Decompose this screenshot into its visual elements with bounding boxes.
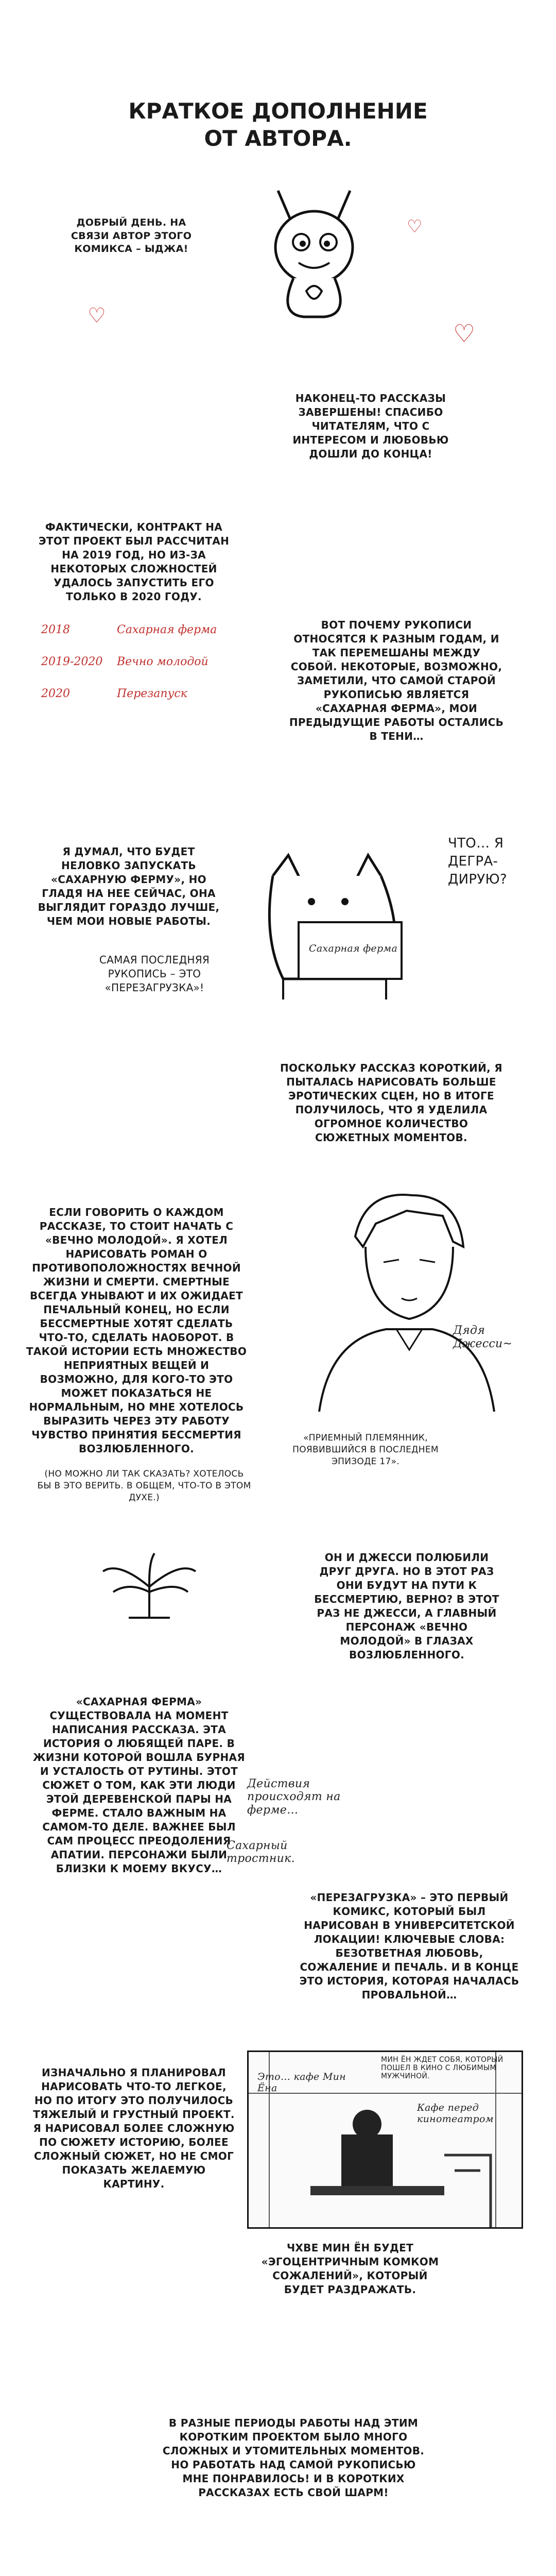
sugar-caption-text: САМАЯ ПОСЛЕДНЯЯ РУКОПИСЬ – ЭТО «ПЕРЕЗАГРУЗКА»! <box>99 954 210 994</box>
grandson-caption: «ПРИЕМНЫЙ ПЛЕМЯННИК, ПОЯВИВШИЙСЯ В ПОСЛЕДНЕМ ЭПИЗОДЕ 17». <box>292 1433 439 1467</box>
character-portrait-illustration <box>278 1175 535 1412</box>
short-story-text: ПОСКОЛЬКУ РАССКАЗ КОРОТКИЙ, Я ПЫТАЛАСЬ НАРИСОВАТЬ БОЛЬШЕ ЭРОТИЧЕСКИХ СЦЕН, НО В ИТОГЕ ПОЛУЧИЛОСЬ, ЧТО Я УДЕЛИЛА ОГРОМНОЕ КОЛИЧЕСТВО СЮЖЕТНЫХ МОМЕНТОВ. <box>280 1062 502 1144</box>
heart-icon: ♡ <box>407 216 423 237</box>
degrade-question: ЧТО… Я ДЕГРА-ДИРУЮ? <box>448 836 507 888</box>
timeline-list <box>41 623 247 719</box>
forever-note-text: (НО МОЖНО ЛИ ТАК СКАЗАТЬ? ХОТЕЛОСЬ БЫ В ЭТО ВЕРИТЬ. В ОБЩЕМ, ЧТО-ТО В ЭТОМ ДУХЕ.) <box>37 1469 251 1503</box>
scene-note-3: Это… кафе Мин Ёна <box>257 2071 346 2094</box>
reboot-text: «ПЕРЕЗАГРУЗКА» – ЭТО ПЕРВЫЙ КОМИКС, КОТОРЫЙ БЫЛ НАРИСОВАН В УНИВЕРСИТЕТСКОЙ ЛОКАЦИИ! КЛЮЧЕВЫЕ СЛОВА: БЕЗОТВЕТНАЯ ЛЮБОВЬ, СОЖАЛЕНИЕ И ПЕЧАЛЬ. И В КОНЦЕ ЭТО ИСТОРИЯ, КОТОРАЯ НАЧАЛАСЬ ПРОВАЛЬНОЙ… <box>299 1891 519 2001</box>
periods-text: В РАЗНЫЕ ПЕРИОДЫ РАБОТЫ НАД ЭТИМ КОРОТКИМ ПРОЕКТОМ БЫЛО МНОГО СЛОЖНЫХ И УТОМИТЕЛЬНЫХ МОМЕНТОВ. НО РАБОТАТЬ НАД САМОЙ РУКОПИСЬЮ МНЕ ПОНРАВИЛОСЬ! И В КОРОТКИХ РАССКАЗАХ ЕСТЬ СВОЙ ШАРМ! <box>162 2417 425 2499</box>
title-line-1: КРАТКОЕ ДОПОЛНЕНИЕ <box>128 98 428 124</box>
uncle-jesse-label: Дядя Джесси~ <box>453 1324 513 1351</box>
sugar-start-text: Я ДУМАЛ, ЧТО БУДЕТ НЕЛОВКО ЗАПУСКАТЬ «САХАРНУЮ ФЕРМУ», НО ГЛАДЯ НА НЕЕ СЕЙЧАС, ОНА ВЫГЛЯДИТ ГОРАЗДО ЛУЧШЕ, ЧЕМ МОИ НОВЫЕ РАБОТЫ. <box>38 845 220 927</box>
jesse-love-text: ОН И ДЖЕССИ ПОЛЮБИЛИ ДРУГ ДРУГА. НО В ЭТОТ РАЗ ОНИ БУДУТ НА ПУТИ К БЕССМЕРТИЮ, ВЕРНО? В ЭТОТ РАЗ НЕ ДЖЕССИ, А ГЛАВНЫЙ ПЕРСОНАЖ «ВЕЧНО МОЛОДОЙ» В ГЛАЗАХ ВОЗЛЮБЛЕННОГО. <box>314 1551 499 1661</box>
order-text: ВОТ ПОЧЕМУ РУКОПИСИ ОТНОСЯТСЯ К РАЗНЫМ ГОДАМ, И ТАК ПЕРЕМЕШАНЫ МЕЖДУ СОБОЙ. НЕКОТОРЫЕ, ВОЗМОЖНО, ЗАМЕТИЛИ, ЧТО САМОЙ СТАРОЙ РУКОПИСЬЮ ЯВЛЯЕТСЯ «САХАРНАЯ ФЕРМА», МОИ ПРЕДЫДУЩИЕ РАБОТЫ ОСТАЛИСЬ В ТЕНИ… <box>289 619 504 742</box>
devil-mascot-illustration <box>247 170 381 325</box>
intro-text: ДОБРЫЙ ДЕНЬ. НА СВЯЗИ АВТОР ЭТОГО КОМИКСА – ЫДЖА! <box>71 217 192 255</box>
page-title <box>124 98 432 152</box>
planned-text: ИЗНАЧАЛЬНО Я ПЛАНИРОВАЛ НАРИСОВАТЬ ЧТО-ТО ЛЕГКОЕ, НО ПО ИТОГУ ЭТО ПОЛУЧИЛОСЬ ТЯЖЕЛЫЙ И ГРУСТНЫЙ ПРОЕКТ. Я НАРИСОВАЛ БОЛЕЕ СЛОЖНУЮ ПО СЮЖЕТУ ИСТОРИЮ, БОЛЕЕ СЛОЖНЫЙ СЮЖЕТ, НО НЕ СМОГ ПОКАЗАТЬ ЖЕЛАЕМУЮ КАРТИНУ. <box>33 2066 235 2190</box>
farm-action-note: Действия происходят на ферме… <box>247 1777 341 1817</box>
forever-young-text: ЕСЛИ ГОВОРИТЬ О КАЖДОМ РАССКАЗЕ, ТО СТОИТ НАЧАТЬ С «ВЕЧНО МОЛОДОЙ». Я ХОТЕЛ НАРИСОВАТЬ РОМАН О ПРОТИВОПОЛОЖНОСТЯХ ВЕЧНОЙ ЖИЗНИ И СМЕРТИ. СМЕРТНЫЕ ВСЕГДА УНЫВАЮТ И ИХ ОЖИДАЕТ ПЕЧАЛЬНЫЙ КОНЕЦ, НО ЕСЛИ БЕССМЕРТНЫЕ ХОТЯТ СДЕЛАТЬ ЧТО-ТО, СДЕЛАТЬ НАОБОРОТ. В ТАКОЙ ИСТОРИИ ЕСТЬ МНОЖЕСТВО НЕПРИЯТНЫХ ВЕЩЕЙ И ВОЗМОЖНО, ДЛЯ КОГО-ТО ЭТО МОЖЕТ ПОКАЗАТЬСЯ НЕ НОРМАЛЬНЫМ, НО МНЕ ХОТЕЛОСЬ ВЫРАЗИТЬ ЧЕРЕЗ ЭТУ РАБОТУ ЧУВСТВО ПРИНЯТИЯ БЕССМЕРТИЯ ВОЗЛЮБЛЕННОГО. <box>26 1206 247 1455</box>
scene-note-1: МИН ЁН ЖДЕТ СОБЯ, КОТОРЫЙ ПОШЕЛ В КИНО С ЛЮБИМЫМ МУЖЧИНОЙ. <box>381 2056 503 2080</box>
sugar-farm-story-text: «САХАРНАЯ ФЕРМА» СУЩЕСТВОВАЛА НА МОМЕНТ НАПИСАНИЯ РАССКАЗА. ЭТА ИСТОРИЯ О ЛЮБЯЩЕЙ ПАРЕ. В ЖИЗНИ КОТОРОЙ ВОШЛА БУРНАЯ И УСТАЛОСТЬ ОТ РУТИНЫ. ЭТОТ СЮЖЕТ О ТОМ, КАК ЭТИ ЛЮДИ ЭТОЙ ДЕРЕВЕНСКОЙ ПАРЫ НА ФЕРМЕ. СТАЛО ВАЖНЫМ НА САМОМ-ТО ДЕЛЕ. ВАЖНЕЕ БЫЛ САМ ПРОЦЕСС ПРЕОДОЛЕНИЯ АПАТИИ. ПЕРСОНАЖИ БЫЛИ БЛИЗКИ К МОЕМУ ВКУСУ… <box>33 1696 245 1875</box>
heart-icon: ♡ <box>453 319 476 348</box>
contract-text: ФАКТИЧЕСКИ, КОНТРАКТ НА ЭТОТ ПРОЕКТ БЫЛ РАССЧИТАН НА 2019 ГОД, НО ИЗ-ЗА НЕКОТОРЫХ СЛОЖНОСТЕЙ УДАЛОСЬ ЗАПУСТИТЬ ЕГО ТОЛЬКО В 2020 ГОДУ. <box>38 521 230 603</box>
timeline-row: 2018 Сахарная ферма <box>41 623 217 636</box>
scene-note-2: Кафе перед кинотеатром <box>417 2102 494 2125</box>
title-line-2: ОТ АВТОРА. <box>204 125 352 151</box>
heart-icon: ♡ <box>88 304 106 328</box>
timeline-row: 2019-2020 Вечно молодой <box>41 655 208 668</box>
finished-text: НАКОНЕЦ-ТО РАССКАЗЫ ЗАВЕРШЕНЫ! СПАСИБО ЧИТАТЕЛЯМ, ЧТО С ИНТЕРЕСОМ И ЛЮБОВЬЮ ДОШЛИ ДО КОНЦА! <box>292 392 449 460</box>
timeline-row: 2020 Перезапуск <box>41 687 187 700</box>
sugarcane-note: Сахарный тростник. <box>227 1839 295 1866</box>
plant-illustration <box>98 1551 201 1623</box>
sugar-farm-sign: Сахарная ферма <box>309 943 398 954</box>
cat-holding-sign-illustration <box>252 845 417 1015</box>
min-yong-text: ЧХВЕ МИН ЁН БУДЕТ «ЭГОЦЕНТРИЧНЫМ КОМКОМ СОЖАЛЕНИЙ», КОТОРЫЙ БУДЕТ РАЗДРАЖАТЬ. <box>261 2242 439 2296</box>
